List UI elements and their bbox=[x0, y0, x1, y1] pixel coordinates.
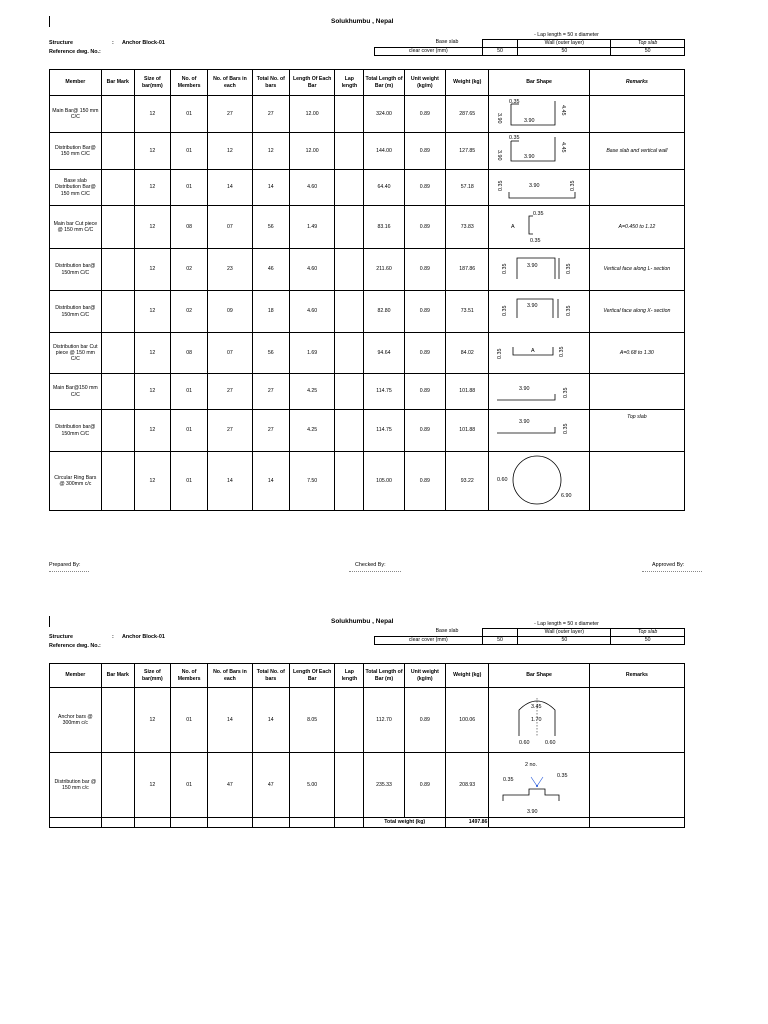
cell-unit-weight: 0.89 bbox=[404, 374, 445, 410]
cell-length: 7.50 bbox=[289, 452, 335, 511]
cell-length: 4.60 bbox=[289, 170, 335, 206]
cell-weight: 101.88 bbox=[446, 374, 489, 410]
cell-lap bbox=[335, 96, 364, 133]
col-member: Member bbox=[50, 664, 102, 688]
cell-total-length: 144.00 bbox=[364, 133, 404, 170]
cell-unit-weight: 0.89 bbox=[404, 333, 445, 374]
cell-length: 12.00 bbox=[289, 96, 335, 133]
col-bars-each: No. of Bars in each bbox=[208, 70, 252, 96]
table-row bbox=[50, 170, 685, 206]
shape-dim: A bbox=[511, 224, 516, 230]
col-bar-shape: Bar Shape bbox=[489, 70, 589, 96]
shape-dim: 3.90 bbox=[524, 154, 535, 160]
shape-dim: 2 no. bbox=[525, 762, 538, 768]
shape-dim: A bbox=[531, 348, 536, 354]
cell-bar-shape bbox=[489, 133, 589, 170]
cell-member: Main Bar@ 150 mm C/C bbox=[50, 96, 102, 133]
cell-weight: 127.85 bbox=[446, 133, 489, 170]
shape-dim: 0.35 bbox=[566, 263, 573, 274]
location-title: Solukhumbu , Nepal bbox=[331, 618, 394, 625]
cell-weight: 187.86 bbox=[446, 249, 489, 291]
cell-bars-each: 07 bbox=[208, 206, 252, 249]
cell-weight: 208.93 bbox=[446, 753, 489, 818]
cell-weight: 101.88 bbox=[446, 410, 489, 452]
cell-total-length: 211.60 bbox=[364, 249, 404, 291]
cell-weight: 84.02 bbox=[446, 333, 489, 374]
cell-size: 12 bbox=[134, 96, 170, 133]
cell-total-bars: 14 bbox=[252, 688, 289, 753]
cell-bars-each: 27 bbox=[208, 374, 252, 410]
col-members: No. of Members bbox=[170, 70, 207, 96]
cell-remarks bbox=[589, 374, 684, 410]
cell-total-length: 83.16 bbox=[364, 206, 404, 249]
cell-lap bbox=[335, 291, 364, 333]
cell-bar-shape bbox=[489, 452, 589, 511]
cell-members: 01 bbox=[170, 96, 207, 133]
cell-members: 02 bbox=[170, 291, 207, 333]
cell-length: 1.69 bbox=[289, 333, 335, 374]
col-unit-weight: Unit weight (kg/m) bbox=[404, 70, 445, 96]
shape-dim: 0.35 bbox=[503, 777, 514, 783]
shape-dim: 3.90 bbox=[527, 809, 538, 815]
shape-dim: 0.35 bbox=[497, 348, 504, 359]
col-bars-each: No. of Bars in each bbox=[208, 664, 252, 688]
prepared-label: Prepared By: bbox=[49, 562, 81, 568]
cell-member: Main Bar@150 mm C/C bbox=[50, 374, 102, 410]
cell-size: 12 bbox=[134, 452, 170, 511]
cover-val-wall: 50 bbox=[518, 637, 611, 645]
shape-dim: 3.90 bbox=[496, 150, 503, 161]
cell-total-length: 82.80 bbox=[364, 291, 404, 333]
structure-sep: : bbox=[112, 634, 114, 640]
cell-total-bars: 14 bbox=[252, 170, 289, 206]
col-members: No. of Members bbox=[170, 664, 207, 688]
shape-dim: 3.45 bbox=[531, 704, 542, 710]
cell-weight: 57.18 bbox=[446, 170, 489, 206]
cell-bars-each: 23 bbox=[208, 249, 252, 291]
shape-dim: 3.90 bbox=[496, 113, 503, 124]
cell-remarks: Base slab and vertical wall bbox=[589, 133, 684, 170]
page-marker bbox=[49, 16, 50, 27]
shape-dim: 3.90 bbox=[527, 263, 538, 269]
cell-unit-weight: 0.89 bbox=[404, 452, 445, 511]
cell-bars-each: 47 bbox=[208, 753, 252, 818]
cell-member: Main bar Cut piece @ 150 mm C/C bbox=[50, 206, 102, 249]
header-row bbox=[50, 70, 685, 96]
structure-sep: : bbox=[112, 40, 114, 46]
cell-unit-weight: 0.89 bbox=[404, 170, 445, 206]
bar-shape-drawing bbox=[489, 206, 586, 248]
cell-length: 4.25 bbox=[289, 374, 335, 410]
cell-total-bars: 18 bbox=[252, 291, 289, 333]
shape-dim: 0.35 bbox=[498, 180, 505, 191]
cell-length: 12.00 bbox=[289, 133, 335, 170]
cell-size: 12 bbox=[134, 249, 170, 291]
bar-shape-drawing bbox=[489, 333, 586, 373]
cell-members: 01 bbox=[170, 753, 207, 818]
cell-total-bars: 27 bbox=[252, 374, 289, 410]
cell-bar-shape bbox=[489, 753, 589, 818]
col-size: Size of bar(mm) bbox=[134, 664, 170, 688]
cell-members: 02 bbox=[170, 249, 207, 291]
cell-bars-each: 14 bbox=[208, 452, 252, 511]
cell-unit-weight: 0.89 bbox=[404, 753, 445, 818]
cell-unit-weight: 0.89 bbox=[404, 249, 445, 291]
cell-bar-shape bbox=[489, 96, 589, 133]
cell-size: 12 bbox=[134, 753, 170, 818]
cell-lap bbox=[335, 452, 364, 511]
cell-bar-mark bbox=[101, 291, 134, 333]
cell-total-bars: 46 bbox=[252, 249, 289, 291]
cell-bar-shape bbox=[489, 374, 589, 410]
shape-dim: 0.35 bbox=[509, 135, 520, 141]
cell-lap bbox=[335, 170, 364, 206]
table-row bbox=[50, 753, 685, 818]
header-row bbox=[50, 664, 685, 688]
col-weight: Weight (kg) bbox=[446, 70, 489, 96]
cell-lap bbox=[335, 249, 364, 291]
cell-lap bbox=[335, 333, 364, 374]
cell-bar-mark bbox=[101, 753, 134, 818]
cell-member: Base slab Distribution Bar@ 150 mm C/C bbox=[50, 170, 102, 206]
cell-remarks bbox=[589, 753, 684, 818]
shape-dim: 3.90 bbox=[529, 183, 540, 189]
table-row bbox=[50, 374, 685, 410]
cell-bar-mark bbox=[101, 333, 134, 374]
cell-bar-shape bbox=[489, 170, 589, 206]
cell-bars-each: 09 bbox=[208, 291, 252, 333]
cell-unit-weight: 0.89 bbox=[404, 688, 445, 753]
cell-bar-mark bbox=[101, 688, 134, 753]
cell-bar-mark bbox=[101, 133, 134, 170]
table-row bbox=[50, 206, 685, 249]
shape-dim: 0.60 bbox=[497, 477, 508, 483]
col-lap: Lap length bbox=[335, 664, 364, 688]
cell-member: Distribution Bar@ 150 mm C/C bbox=[50, 133, 102, 170]
shape-dim: 0.35 bbox=[502, 305, 509, 316]
cover-col-base: Base slab bbox=[435, 628, 459, 634]
table-row bbox=[50, 410, 685, 452]
cell-lap bbox=[335, 688, 364, 753]
cell-member: Anchor bars @ 300mm c/c bbox=[50, 688, 102, 753]
shape-dim: 4.45 bbox=[560, 142, 567, 153]
cell-total-length: 105.00 bbox=[364, 452, 404, 511]
cell-length: 4.25 bbox=[289, 410, 335, 452]
cell-size: 12 bbox=[134, 133, 170, 170]
cell-size: 12 bbox=[134, 206, 170, 249]
shape-dim: 0.35 bbox=[557, 773, 568, 779]
cell-unit-weight: 0.89 bbox=[404, 96, 445, 133]
cell-length: 5.00 bbox=[289, 753, 335, 818]
cell-bar-mark bbox=[101, 170, 134, 206]
shape-dim: 3.90 bbox=[519, 386, 530, 392]
checked-label: Checked By: bbox=[355, 562, 386, 568]
cell-remarks bbox=[589, 452, 684, 511]
cell-lap bbox=[335, 133, 364, 170]
cell-total-length: 64.40 bbox=[364, 170, 404, 206]
cell-bar-shape bbox=[489, 206, 589, 249]
structure-value: Anchor Block-01 bbox=[122, 40, 165, 46]
cell-total-bars: 56 bbox=[252, 206, 289, 249]
col-member: Member bbox=[50, 70, 102, 96]
cover-col-top: Top slab bbox=[611, 629, 685, 637]
bar-shape-drawing bbox=[489, 374, 586, 409]
cell-remarks: A=0.68 to 1.30 bbox=[589, 333, 684, 374]
table-row bbox=[50, 249, 685, 291]
approved-name-cut bbox=[642, 571, 702, 574]
schedule-page-2 bbox=[0, 600, 768, 840]
cell-lap bbox=[335, 410, 364, 452]
cell-length: 4.60 bbox=[289, 249, 335, 291]
bar-shape-drawing bbox=[489, 410, 586, 451]
table-row bbox=[50, 452, 685, 511]
shape-dim: 0.35 bbox=[559, 346, 566, 357]
cell-members: 01 bbox=[170, 170, 207, 206]
lap-note: - Lap length = 50 x diameter bbox=[534, 32, 599, 38]
location-title: Solukhumbu , Nepal bbox=[331, 18, 394, 25]
col-unit-weight: Unit weight (kg/m) bbox=[404, 664, 445, 688]
cell-lap bbox=[335, 753, 364, 818]
cell-bar-mark bbox=[101, 452, 134, 511]
cell-size: 12 bbox=[134, 291, 170, 333]
cell-total-length: 324.00 bbox=[364, 96, 404, 133]
cell-remarks bbox=[589, 96, 684, 133]
table-row bbox=[50, 333, 685, 374]
cell-total-bars: 12 bbox=[252, 133, 289, 170]
cell-total-bars: 27 bbox=[252, 96, 289, 133]
shape-dim: 0.35 bbox=[533, 211, 544, 217]
lap-note: - Lap length = 50 x diameter bbox=[534, 621, 599, 627]
reference-line bbox=[49, 49, 101, 55]
reference-label: Reference dwg. No.: bbox=[49, 49, 101, 55]
cover-label: clear cover (mm) bbox=[375, 48, 483, 56]
cell-total-length: 235.33 bbox=[364, 753, 404, 818]
col-size: Size of bar(mm) bbox=[134, 70, 170, 96]
cell-size: 12 bbox=[134, 374, 170, 410]
cell-total-length: 112.70 bbox=[364, 688, 404, 753]
cell-members: 01 bbox=[170, 374, 207, 410]
cell-lap bbox=[335, 374, 364, 410]
total-value: 1497.86 bbox=[446, 818, 489, 828]
prepared-by bbox=[49, 562, 80, 568]
page-marker bbox=[49, 616, 50, 627]
bar-shape-drawing bbox=[489, 133, 586, 169]
structure-label: Structure bbox=[49, 634, 73, 640]
cell-size: 12 bbox=[134, 333, 170, 374]
shape-dim: 6.90 bbox=[561, 493, 572, 499]
cover-col-top: Top slab bbox=[611, 40, 685, 48]
approved-label: Approved By: bbox=[652, 562, 685, 568]
cell-length: 1.49 bbox=[289, 206, 335, 249]
cell-bar-shape bbox=[489, 410, 589, 452]
bar-shape-drawing bbox=[489, 291, 586, 332]
cell-size: 12 bbox=[134, 688, 170, 753]
cell-total-bars: 47 bbox=[252, 753, 289, 818]
cover-val-wall: 50 bbox=[518, 48, 611, 56]
cell-remarks bbox=[589, 688, 684, 753]
col-bar-mark: Bar Mark bbox=[101, 70, 134, 96]
cell-members: 08 bbox=[170, 206, 207, 249]
col-total-length: Total Length of Bar (m) bbox=[364, 664, 404, 688]
col-bar-shape: Bar Shape bbox=[489, 664, 589, 688]
cell-weight: 287.65 bbox=[446, 96, 489, 133]
cell-weight: 93.22 bbox=[446, 452, 489, 511]
col-total-length: Total Length of Bar (m) bbox=[364, 70, 404, 96]
shape-dim: 0.35 bbox=[566, 305, 573, 316]
cell-size: 12 bbox=[134, 170, 170, 206]
cell-member: Distribution bar@ 150mm C/C bbox=[50, 410, 102, 452]
col-length: Length Of Each Bar bbox=[289, 70, 335, 96]
bar-shape-drawing bbox=[489, 452, 586, 510]
cover-val-top: 50 bbox=[611, 48, 685, 56]
cell-total-length: 114.75 bbox=[364, 410, 404, 452]
cover-label: clear cover (mm) bbox=[375, 637, 483, 645]
shape-dim: 3.90 bbox=[527, 303, 538, 309]
cell-member: Circular Ring Bars @ 300mm c/c bbox=[50, 452, 102, 511]
cover-val-base: 50 bbox=[482, 637, 518, 645]
total-row bbox=[50, 818, 685, 828]
table-row bbox=[50, 291, 685, 333]
cell-total-bars: 56 bbox=[252, 333, 289, 374]
cell-unit-weight: 0.89 bbox=[404, 206, 445, 249]
structure-value: Anchor Block-01 bbox=[122, 634, 165, 640]
cell-bar-mark bbox=[101, 96, 134, 133]
shape-dim: 3.90 bbox=[524, 118, 535, 124]
col-remarks: Remarks bbox=[589, 70, 684, 96]
structure-line bbox=[49, 40, 165, 46]
shape-dim: 1.70 bbox=[531, 717, 542, 723]
cell-total-length: 114.75 bbox=[364, 374, 404, 410]
col-bar-mark: Bar Mark bbox=[101, 664, 134, 688]
cell-members: 08 bbox=[170, 333, 207, 374]
cell-lap bbox=[335, 206, 364, 249]
cell-members: 01 bbox=[170, 410, 207, 452]
cell-bar-mark bbox=[101, 410, 134, 452]
cell-bars-each: 12 bbox=[208, 133, 252, 170]
cell-remarks: Top slab bbox=[589, 410, 684, 452]
cell-bar-shape bbox=[489, 333, 589, 374]
shape-dim: 0.60 bbox=[545, 740, 556, 746]
cell-member: Distribution bar @ 150 mm c/c bbox=[50, 753, 102, 818]
cell-bar-mark bbox=[101, 374, 134, 410]
shape-dim: 0.35 bbox=[570, 180, 577, 191]
cell-members: 01 bbox=[170, 133, 207, 170]
table-row bbox=[50, 688, 685, 753]
cell-members: 01 bbox=[170, 452, 207, 511]
checked-by bbox=[355, 562, 386, 568]
prepared-name-cut bbox=[49, 571, 89, 574]
col-total-bars: Total No. of bars bbox=[252, 70, 289, 96]
cell-remarks: A=0.450 to 1.12 bbox=[589, 206, 684, 249]
shape-dim: 0.35 bbox=[563, 423, 570, 434]
cell-member: Distribution bar@ 150mm C/C bbox=[50, 291, 102, 333]
shape-dim: 0.35 bbox=[563, 387, 570, 398]
col-length: Length Of Each Bar bbox=[289, 664, 335, 688]
cell-weight: 73.83 bbox=[446, 206, 489, 249]
cover-val-base: 50 bbox=[482, 48, 518, 56]
cell-unit-weight: 0.89 bbox=[404, 410, 445, 452]
table-row bbox=[50, 96, 685, 133]
col-weight: Weight (kg) bbox=[446, 664, 489, 688]
bar-shape-drawing bbox=[489, 688, 586, 752]
cell-bars-each: 14 bbox=[208, 688, 252, 753]
cell-unit-weight: 0.89 bbox=[404, 291, 445, 333]
cell-bar-shape bbox=[489, 249, 589, 291]
shape-dim: 0.35 bbox=[530, 238, 541, 244]
shape-dim: 0.35 bbox=[502, 263, 509, 274]
cover-col-wall: Wall (outer layer) bbox=[518, 629, 611, 637]
cell-total-bars: 14 bbox=[252, 452, 289, 511]
cell-weight: 100.06 bbox=[446, 688, 489, 753]
shape-dim: 3.90 bbox=[519, 419, 530, 425]
cell-weight: 73.51 bbox=[446, 291, 489, 333]
cell-total-bars: 27 bbox=[252, 410, 289, 452]
table-row bbox=[50, 133, 685, 170]
cell-remarks bbox=[589, 170, 684, 206]
bar-shape-drawing bbox=[489, 96, 586, 132]
checked-name-cut bbox=[349, 571, 401, 574]
cell-bars-each: 27 bbox=[208, 410, 252, 452]
cell-length: 8.05 bbox=[289, 688, 335, 753]
cell-bar-shape bbox=[489, 688, 589, 753]
col-lap: Lap length bbox=[335, 70, 364, 96]
reference-line bbox=[49, 643, 101, 649]
col-total-bars: Total No. of bars bbox=[252, 664, 289, 688]
cell-bars-each: 07 bbox=[208, 333, 252, 374]
cover-val-top: 50 bbox=[611, 637, 685, 645]
cell-total-length: 94.64 bbox=[364, 333, 404, 374]
bar-schedule-table-2 bbox=[49, 663, 685, 828]
col-remarks: Remarks bbox=[589, 664, 684, 688]
cover-col-base: Base slab bbox=[435, 39, 459, 45]
approved-by bbox=[652, 562, 684, 568]
shape-dim: 0.60 bbox=[519, 740, 530, 746]
cell-bar-mark bbox=[101, 249, 134, 291]
bar-shape-drawing bbox=[489, 170, 586, 205]
cell-bars-each: 27 bbox=[208, 96, 252, 133]
cell-length: 4.60 bbox=[289, 291, 335, 333]
shape-dim: 0.35 bbox=[509, 99, 520, 105]
reference-label: Reference dwg. No.: bbox=[49, 643, 101, 649]
bar-shape-drawing bbox=[489, 249, 586, 290]
cell-unit-weight: 0.89 bbox=[404, 133, 445, 170]
shape-dim: 4.45 bbox=[560, 105, 567, 116]
total-label: Total weight (kg) bbox=[364, 818, 446, 828]
bar-shape-drawing bbox=[489, 753, 586, 817]
cell-members: 01 bbox=[170, 688, 207, 753]
cell-remarks: Vertical face along L- section bbox=[589, 249, 684, 291]
cell-member: Distribution bar Cut piece @ 150 mm C/C bbox=[50, 333, 102, 374]
structure-line bbox=[49, 634, 165, 640]
bar-schedule-table-1 bbox=[49, 69, 685, 511]
structure-label: Structure bbox=[49, 40, 73, 46]
cell-bars-each: 14 bbox=[208, 170, 252, 206]
cell-bar-mark bbox=[101, 206, 134, 249]
cell-remarks: Vertical face along X- section bbox=[589, 291, 684, 333]
cell-bar-shape bbox=[489, 291, 589, 333]
cell-member: Distribution bar@ 150mm C/C bbox=[50, 249, 102, 291]
cover-col-wall: Wall (outer layer) bbox=[518, 40, 611, 48]
cell-size: 12 bbox=[134, 410, 170, 452]
